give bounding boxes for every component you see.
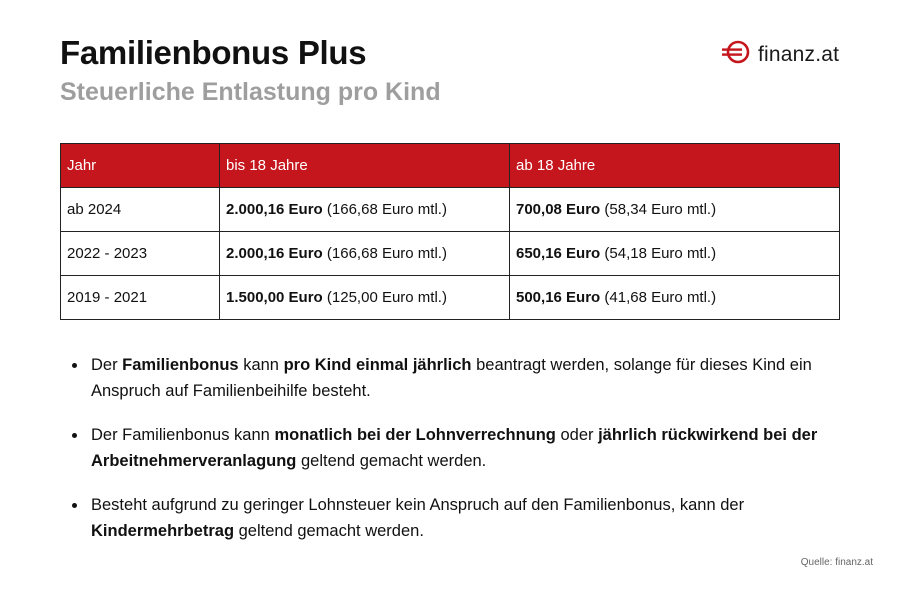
table-row: [61, 276, 840, 320]
bullet-text: beantragt werden, solange für dieses Kind ein Anspruch auf Familienbeihilfe besteht.: [91, 356, 812, 400]
table-header-row: [61, 144, 840, 188]
under-18-amount: 2.000,16 Euro: [226, 201, 323, 218]
bullet-item: [70, 352, 850, 404]
bullet-text: kann: [238, 356, 284, 374]
bullet-text: Besteht aufgrund zu geringer Lohnsteuer kein Anspruch auf den Familienbonus, kann der: [91, 496, 745, 514]
bullet-text: geltend gemacht werden.: [296, 452, 487, 470]
table-row: [61, 188, 840, 232]
column-header-under-18: bis 18 Jahre: [220, 144, 510, 188]
bullet-text: geltend gemacht werden.: [234, 522, 424, 540]
over-18-cell: [510, 188, 840, 232]
year-cell: ab 2024: [61, 188, 220, 232]
under-18-monthly: (166,68 Euro mtl.): [326, 245, 447, 262]
bullet-bold-text: pro Kind einmal jährlich: [283, 356, 472, 374]
over-18-monthly: (41,68 Euro mtl.): [604, 289, 717, 306]
bullet-bold-text: monatlich bei der Lohnverrechnung: [274, 426, 556, 444]
under-18-amount: 1.500,00 Euro: [226, 289, 323, 306]
over-18-cell: [510, 232, 840, 276]
bullet-text: oder: [555, 426, 599, 444]
info-bullet-list: [70, 352, 850, 562]
table-row: [61, 232, 840, 276]
bullet-bold-text: Kindermehrbetrag: [91, 522, 235, 540]
bullet-bold-text: jährlich rückwirkend bei der Arbeitnehmerveranlagung: [91, 426, 818, 470]
over-18-amount: 650,16 Euro: [516, 245, 601, 262]
year-cell: 2019 - 2021: [61, 276, 220, 320]
under-18-monthly: (166,68 Euro mtl.): [326, 201, 447, 218]
bonus-table: [60, 143, 840, 320]
bullet-item: [70, 492, 850, 544]
source-note: Quelle: finanz.at: [800, 557, 873, 568]
bullet-text: Der Familienbonus kann: [91, 426, 275, 444]
page-title: Familienbonus Plus: [60, 34, 367, 71]
over-18-amount: 500,16 Euro: [516, 289, 601, 306]
over-18-cell: [510, 276, 840, 320]
under-18-cell: [220, 188, 510, 232]
over-18-monthly: (54,18 Euro mtl.): [604, 245, 717, 262]
under-18-monthly: (125,00 Euro mtl.): [326, 289, 447, 306]
column-header-over-18: ab 18 Jahre: [510, 144, 840, 188]
under-18-cell: [220, 232, 510, 276]
year-cell: 2022 - 2023: [61, 232, 220, 276]
bullet-item: [70, 422, 850, 474]
finanz-logo-icon: [722, 40, 752, 69]
under-18-amount: 2.000,16 Euro: [226, 245, 323, 262]
under-18-cell: [220, 276, 510, 320]
logo-text: finanz.at: [758, 42, 840, 66]
page-subtitle: Steuerliche Entlastung pro Kind: [60, 78, 441, 106]
bullet-text: Der: [91, 356, 123, 374]
over-18-monthly: (58,34 Euro mtl.): [604, 201, 717, 218]
brand-logo[interactable]: [722, 40, 839, 69]
column-header-year: Jahr: [61, 144, 220, 188]
over-18-amount: 700,08 Euro: [516, 201, 601, 218]
bullet-bold-text: Familienbonus: [122, 356, 239, 374]
